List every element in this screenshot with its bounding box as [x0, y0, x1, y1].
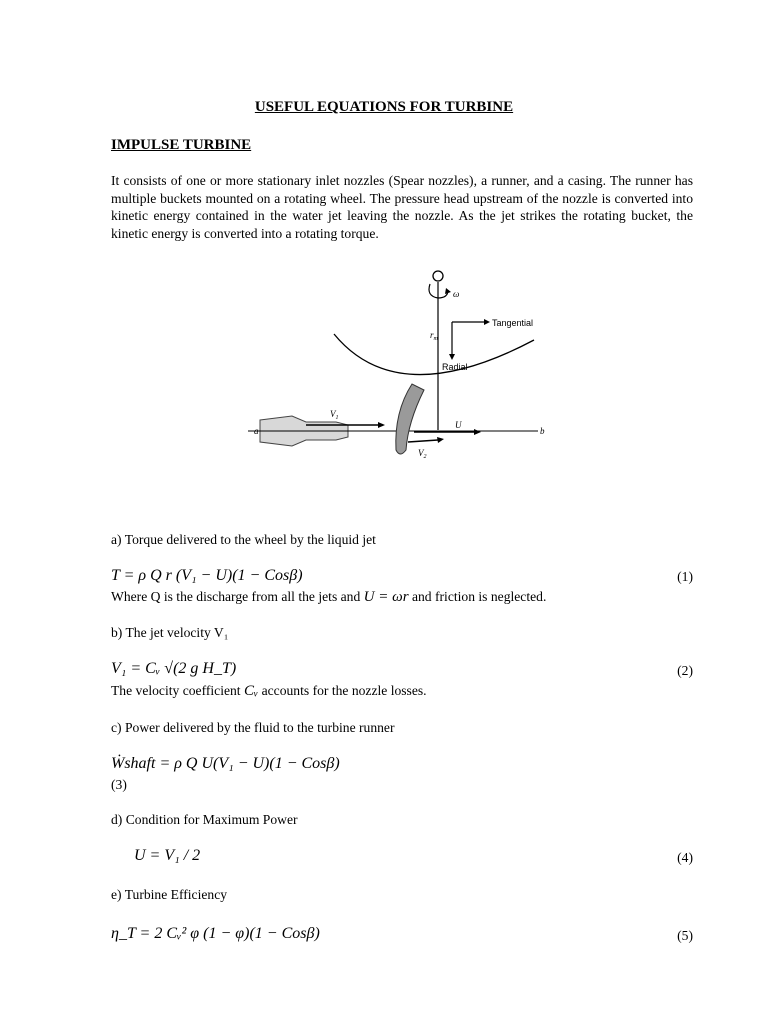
equation-5-number: (5)	[677, 928, 693, 943]
item-a-label: a) Torque delivered to the wheel by the liquid jet	[111, 532, 376, 547]
point-a-label: a	[254, 426, 259, 436]
omega-label: ω	[453, 289, 460, 299]
bucket	[396, 384, 424, 454]
u-label: U	[455, 420, 462, 430]
tangential-label: Tangential	[492, 318, 534, 328]
turbine-diagram	[248, 262, 546, 520]
item-a-note-text-end: and friction is neglected.	[411, 589, 547, 604]
u-arrowhead	[474, 429, 481, 435]
equation-4-number: (4)	[677, 850, 693, 865]
item-b-note-equation: Cᵥ	[244, 683, 259, 699]
equation-3: Ẇshaft = ρ Q U(V₁ − U)(1 − Cosβ)	[111, 755, 340, 772]
equation-5: η_T = 2 Cᵥ² φ (1 − φ)(1 − Cosβ)	[111, 925, 320, 942]
item-a-note	[111, 589, 546, 606]
jet-arrowhead	[378, 422, 385, 428]
v2-label: $V_2$	[418, 448, 427, 460]
point-b-label: b	[540, 426, 545, 436]
turbine-figure	[248, 262, 546, 520]
item-b-note	[111, 683, 427, 700]
item-a-note-text: Where Q is the discharge from all the jets and	[111, 589, 361, 604]
v1-label: $V_1$	[330, 409, 339, 421]
rm-label: $r_m$	[430, 330, 438, 342]
equation-4: U = V₁ / 2	[134, 847, 201, 864]
item-e-label: e) Turbine Efficiency	[111, 887, 228, 902]
radial-label: Radial	[442, 362, 468, 372]
shaft-circle	[433, 271, 443, 281]
item-b-label: b) The jet velocity V₁	[111, 625, 229, 640]
tangential-arrowhead	[484, 319, 490, 325]
item-c-label: c) Power delivered by the fluid to the turbine runner	[111, 720, 395, 735]
item-b-note-text-end: accounts for the nozzle losses.	[261, 683, 427, 698]
equation-2: V₁ = Cᵥ √(2 g H_T)	[111, 660, 237, 677]
equation-1: T = ρ Q r (V₁ − U)(1 − Cosβ)	[111, 567, 303, 584]
v2-arrowhead	[437, 437, 444, 443]
radial-arrowhead	[449, 354, 455, 360]
item-d-label: d) Condition for Maximum Power	[111, 812, 298, 827]
v2-arrow	[408, 440, 438, 442]
item-b-note-text: The velocity coefficient	[111, 683, 241, 698]
equation-1-number: (1)	[677, 569, 693, 584]
equation-2-number: (2)	[677, 663, 693, 678]
item-a-note-equation: U = ωr	[363, 589, 409, 605]
intro-paragraph: It consists of one or more stationary inlet nozzles (Spear nozzles), a runner, and a casing. The runner has multiple buckets mounted on a rotating wheel. The pressure head upstream of the nozzle is converted into kinetic energy contained in the water jet leaving the nozzle. As the jet strikes the rotating bucket, the kinetic energy is converted into a rotating torque.	[111, 173, 693, 241]
page-title: USEFUL EQUATIONS FOR TURBINE	[254, 99, 514, 115]
section-heading: IMPULSE TURBINE	[111, 137, 252, 153]
equation-3-number: (3)	[111, 777, 127, 792]
